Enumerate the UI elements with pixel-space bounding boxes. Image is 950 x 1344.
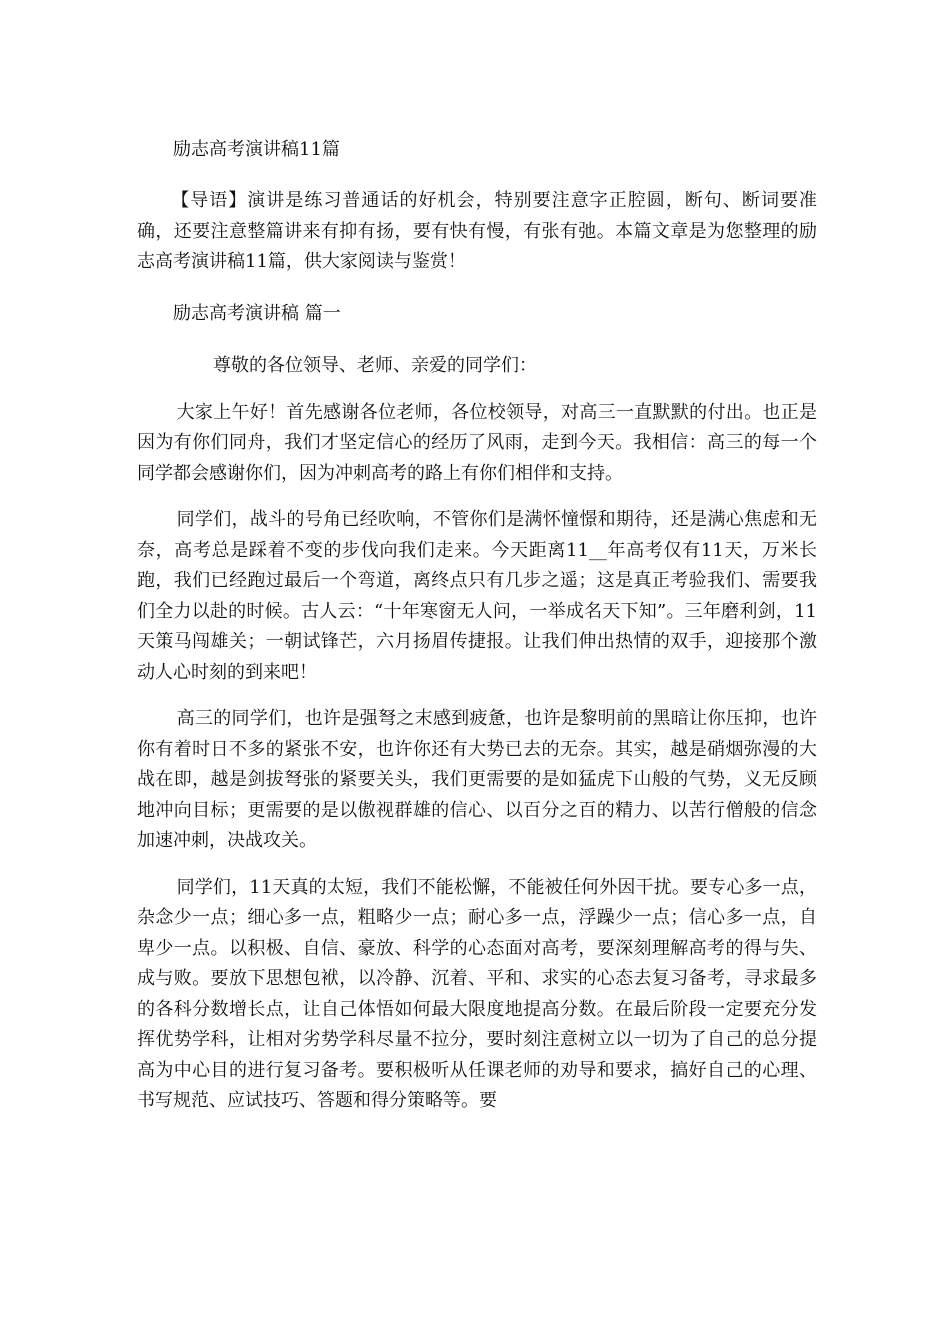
body-paragraph: 同学们，战斗的号角已经吹响，不管你们是满怀憧憬和期待，还是满心焦虑和无奈，高考总是踩着不变的步伐向我们走来。今天距离11__年高考仅有11天，万米长跑，我们已经跑过最后一个弯道，离终点只有几步之遥；这是真正考验我们、需要我们全力以赴的时候。古人云：“十年寒窗无人问，一举成名天下知”。三年磨利剑，11天策马闯雄关；一朝试锋芒，六月扬眉传捷报。让我们伸出热情的双手，迎接那个激动人心时刻的到来吧！ [137, 509, 817, 683]
document-title: 励志高考演讲稿11篇 [173, 139, 340, 160]
salutation: 尊敬的各位领导、老师、亲爱的同学们： [213, 354, 537, 376]
body-paragraph: 高三的同学们，也许是强弩之末感到疲惫，也许是黎明前的黑暗让你压抑，也许你有着时日不多的紧张不安，也许你还有大势已去的无奈。其实，越是硝烟弥漫的大战在即，越是剑拔弩张的紧要关头，我们更需要的是如猛虎下山般的气势，义无反顾地冲向目标；更需要的是以傲视群雄的信心、以百分之百的精力、以苦行僧般的信念加速冲刺，决战攻关。 [137, 708, 817, 851]
section-title: 励志高考演讲稿 篇一 [173, 302, 341, 324]
body-paragraph: 同学们，11天真的太短，我们不能松懈，不能被任何外因干扰。要专心多一点，杂念少一点；细心多一点，粗略少一点；耐心多一点，浮躁少一点；信心多一点，自卑少一点。以积极、自信、豪放、科学的心态面对高考，要深刻理解高考的得与失、成与败。要放下思想包袱，以冷静、沉着、平和、求实的心态去复习备考，寻求最多的各科分数增长点，让自己体悟如何最大限度地提高分数。在最后阶段一定要充分发挥优势学科，让相对劣势学科尽量不拉分，要时刻注意树立以一切为了自己的总分提高为中心目的进行复习备考。要积极听从任课老师的劝导和要求，搞好自己的心理、书写规范、应试技巧、答题和得分策略等。要 [137, 876, 817, 1111]
intro-paragraph: 【导语】演讲是练习普通话的好机会，特别要注意字正腔圆，断句、断词要准确，还要注意整篇讲来有抑有扬，要有快有慢，有张有弛。本篇文章是为您整理的励志高考演讲稿11篇，供大家阅读与鉴赏！ [137, 190, 817, 272]
body-paragraph: 大家上午好！首先感谢各位老师，各位校领导，对高三一直默默的付出。也正是因为有你们同舟，我们才坚定信心的经历了风雨，走到今天。我相信：高三的每一个同学都会感谢你们，因为冲刺高考的路上有你们相伴和支持。 [137, 401, 817, 484]
document-body [137, 132, 817, 1133]
